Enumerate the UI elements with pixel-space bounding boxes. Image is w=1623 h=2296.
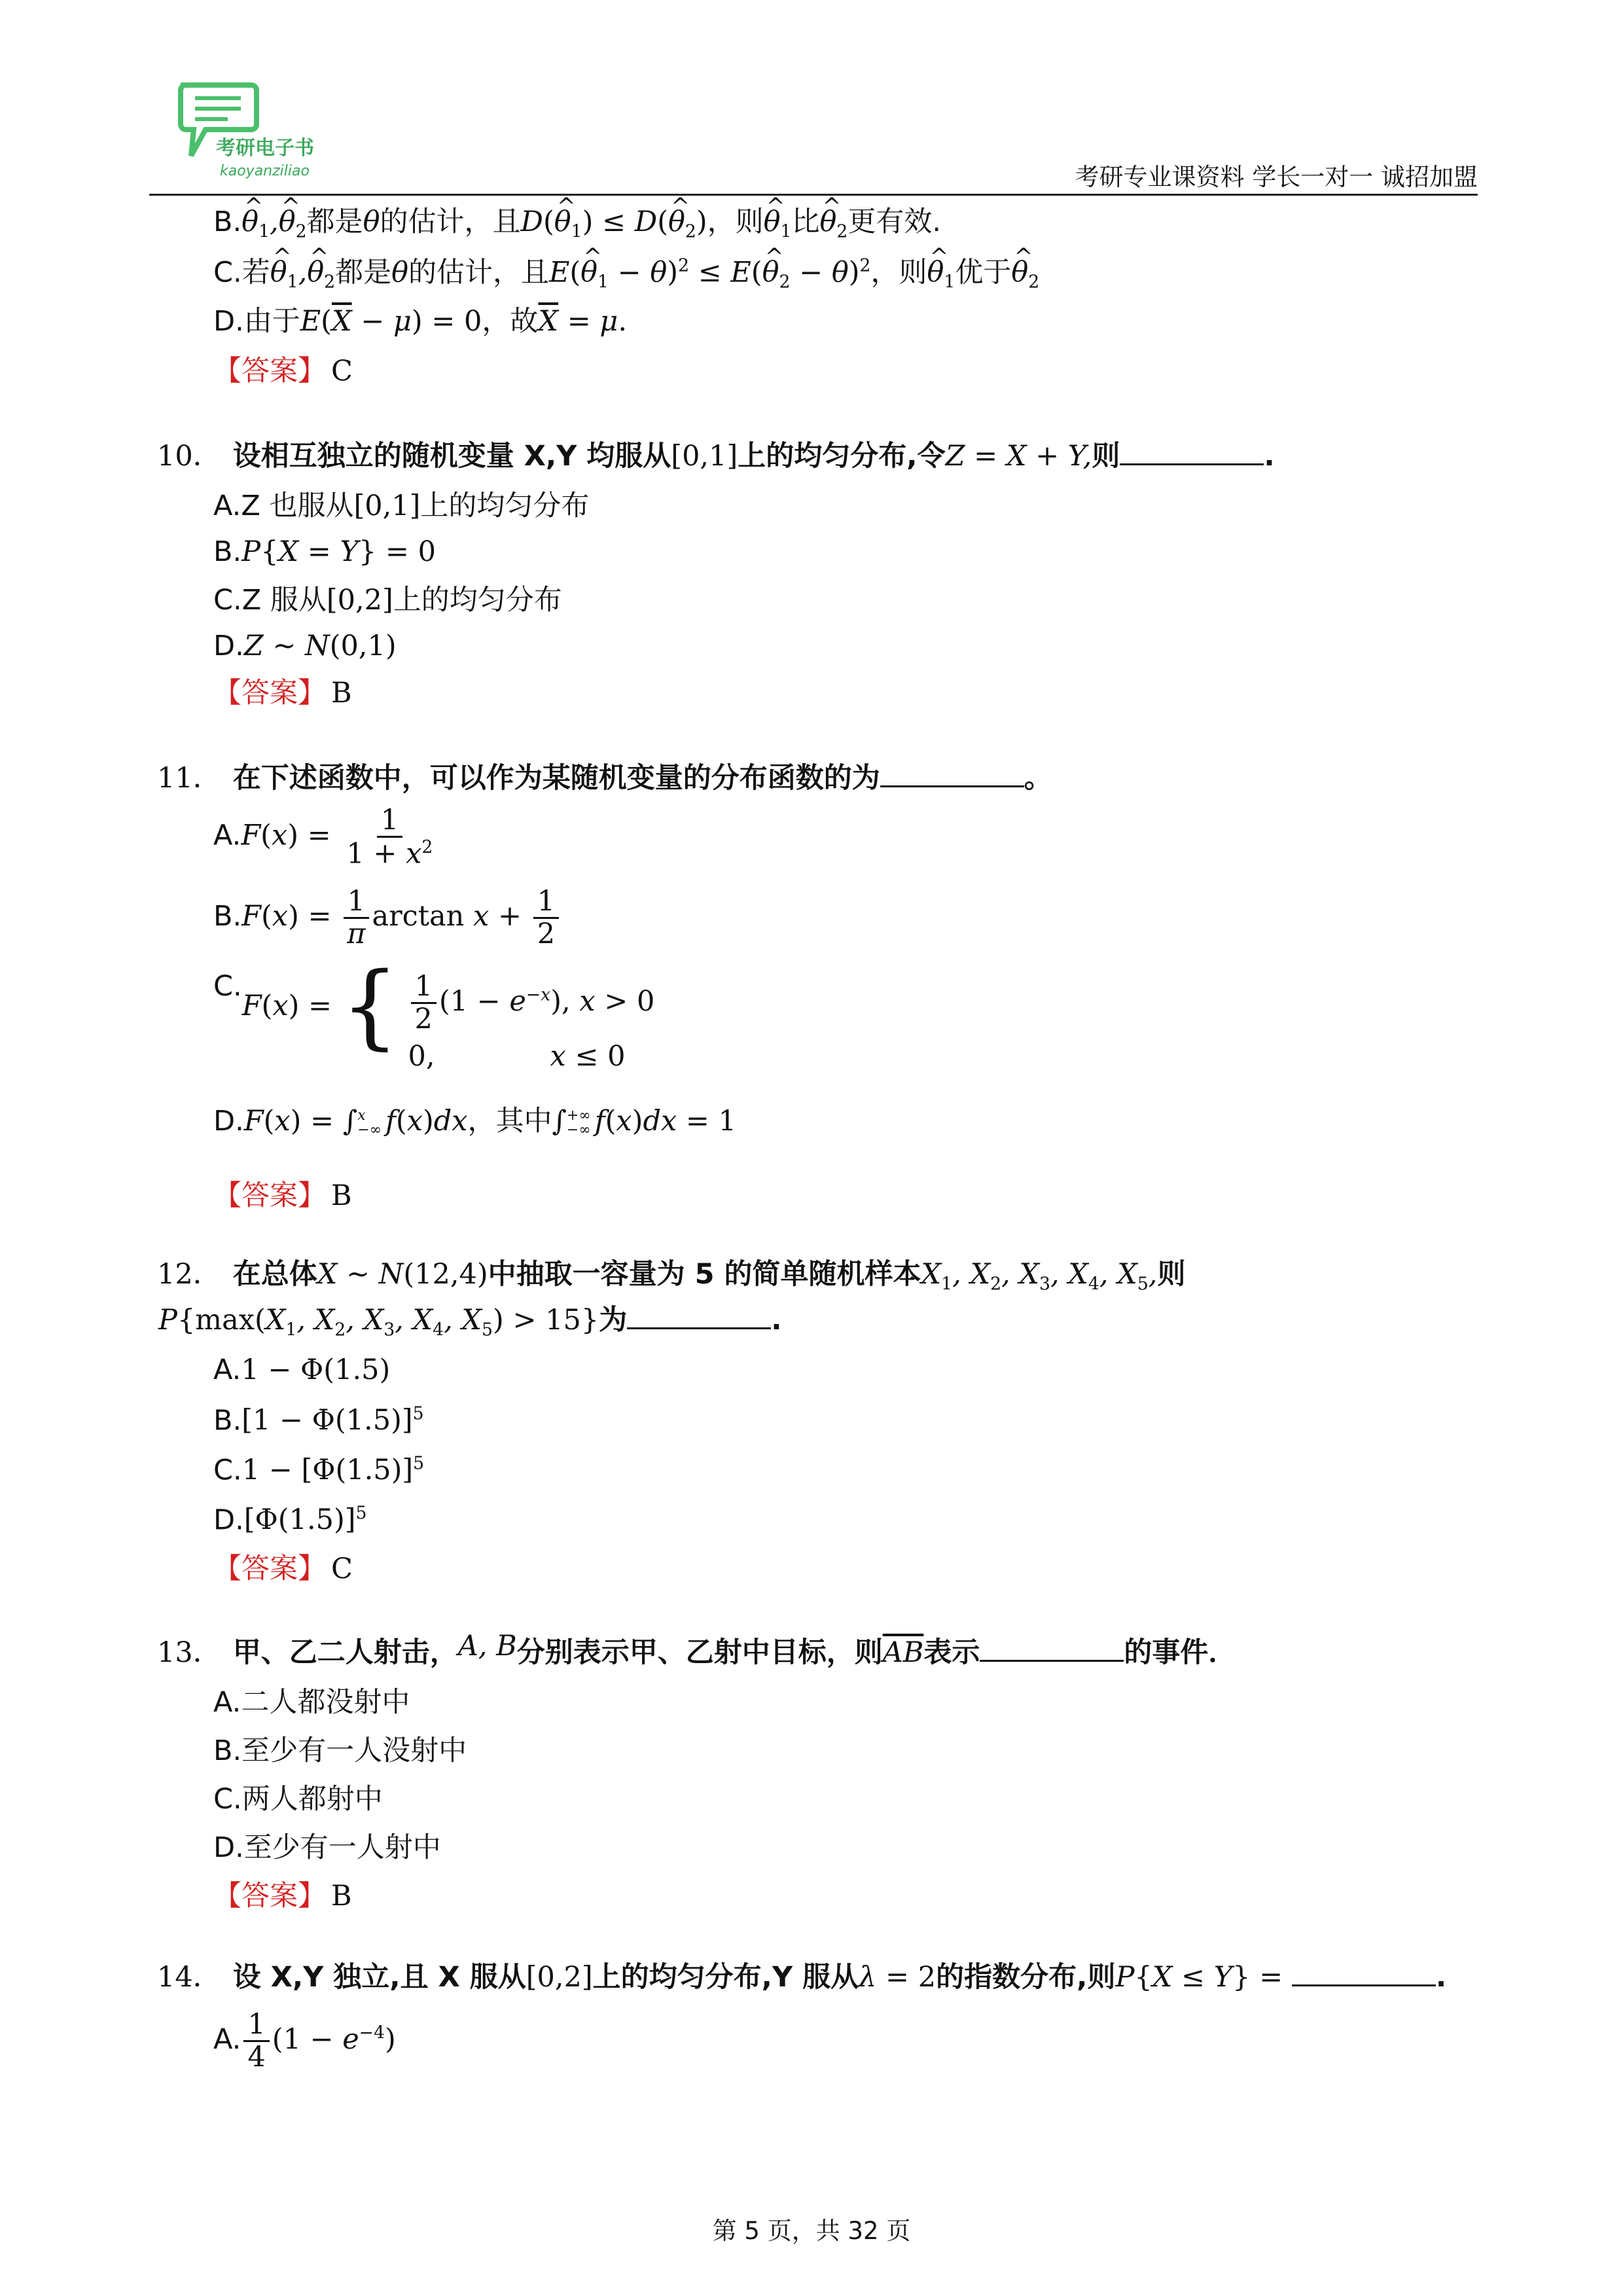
q10-stem: 10． 设相互独立的随机变量 X,Y 均服从[0,1]上的均匀分布,令Z = X + Y,则 . [157,440,1275,473]
logo-text: 考研电子书 [216,137,314,160]
q13-answer: 【答案】 B [213,1880,352,1912]
q12-answer: 【答案】 C [213,1552,353,1585]
q10-option-c: C.Z 服从[0,2]上的均匀分布 [213,584,562,617]
q13-option-c: C.两人都射中 [213,1783,383,1816]
q12-option-c: $C.1 - [\Phi(1.5)]^5$ [213,1454,425,1487]
q11-option-d: D.F(x) = ∫ x −∞ f(x)dx，其中∫ +∞ −∞ f(x)dx = 1 [213,1105,736,1138]
q13-stem: 13． 甲、乙二人射击，A, B分别表示甲、乙射中目标，则$\overline{AB}$表示 的事件． [157,1630,1237,1669]
logo-subtext: kaoyanziliao [220,163,310,179]
answer-blank [1120,444,1264,465]
answer-blank [1292,1965,1436,1986]
q10-option-d: D.Z ~ N(0,1) [213,630,397,662]
answer-blank [980,1640,1124,1662]
q12-option-d: $D.[\Phi(1.5)]^5$ [213,1503,367,1537]
q10-answer: 【答案】 B [213,677,352,709]
q11-answer: 【答案】 B [213,1179,352,1212]
q12-stem-cont: $P\{\max(X_1$, $X_2$, $X_3$, $X_4$, $X_5) > 15$}为 . [158,1304,782,1340]
page-number: 第 5 页，共 32 页 [712,2217,911,2245]
q9-option-d: D.由于$E(\overline{X} - \mu) = 0$，故$\overline{X} = \mu$. [213,305,628,338]
q12-option-a: A.1 − Φ(1.5) [213,1354,391,1386]
q10-option-a: A.Z 也服从[0,1]上的均匀分布 [213,490,590,522]
q9-option-b: B.^ $\theta_1,\^{}$ $\theta_2$都是θ的估计，且D(^ $\theta_1$) ≤ D(^ $\theta_2$)，则^ $\theta_1$比^ $\theta_2$更有效. [213,208,941,241]
q12-stem: 12． 在总体X ~ N(12,4)中抽取一容量为 5 的简单随机样本$X_1$, $X_2$, $X_3$, $X_4$, $X_5$,则 [157,1258,1186,1295]
q14-stem: 14． 设 X,Y 独立,且 X 服从[0,2]上的均匀分布,Y 服从λ = 2的指数分布,则P{X ≤ Y} = . [157,1961,1447,1994]
q9-answer: 【答案】 C [213,355,353,387]
q11-stem: 11． 在下述函数中，可以作为某随机变量的分布函数的为 。 [157,762,1052,795]
logo [175,77,346,195]
q13-option-d: D.至少有一人射中 [213,1831,441,1864]
q14-option-a: A. $\frac{1}{4}$ $(1 - e^{-4})$ [213,2008,396,2073]
q11-option-b: B.F(x) = $\frac{1}{\pi}$ arctan x + $\frac{1}{2}$ [213,888,562,948]
q9-option-c: C.若^ $\theta_1,\^{}$ $\theta_2$都是θ的估计，且E(^ $\theta_1 - \theta)^2$ ≤ E(^ $\theta_2 - \theta)^2$，则^ $\theta_1$优于^ $\theta_2$ [213,258,1039,292]
answer-blank [880,766,1024,787]
q10-option-b: B.P{X = Y} = 0 [213,535,436,568]
q12-option-b: $B.[1 - \Phi(1.5)]^5$ [213,1404,424,1437]
q11-option-c: C.F(x) = { $\frac{1}{2}$ $(1 - e^{-x})$, x > 0 0, x ≤ 0 [213,953,655,1073]
header-slogan: 考研专业课资料 学长一对一 诚招加盟 [1075,163,1478,191]
q13-option-a: A.二人都没射中 [213,1686,410,1719]
header-divider [149,194,1478,196]
answer-blank [627,1308,771,1329]
q11-option-a: A.F(x) = $\frac{1}{1 + x^2}$ [213,804,433,870]
q13-option-b: B.至少有一人没射中 [213,1734,467,1767]
